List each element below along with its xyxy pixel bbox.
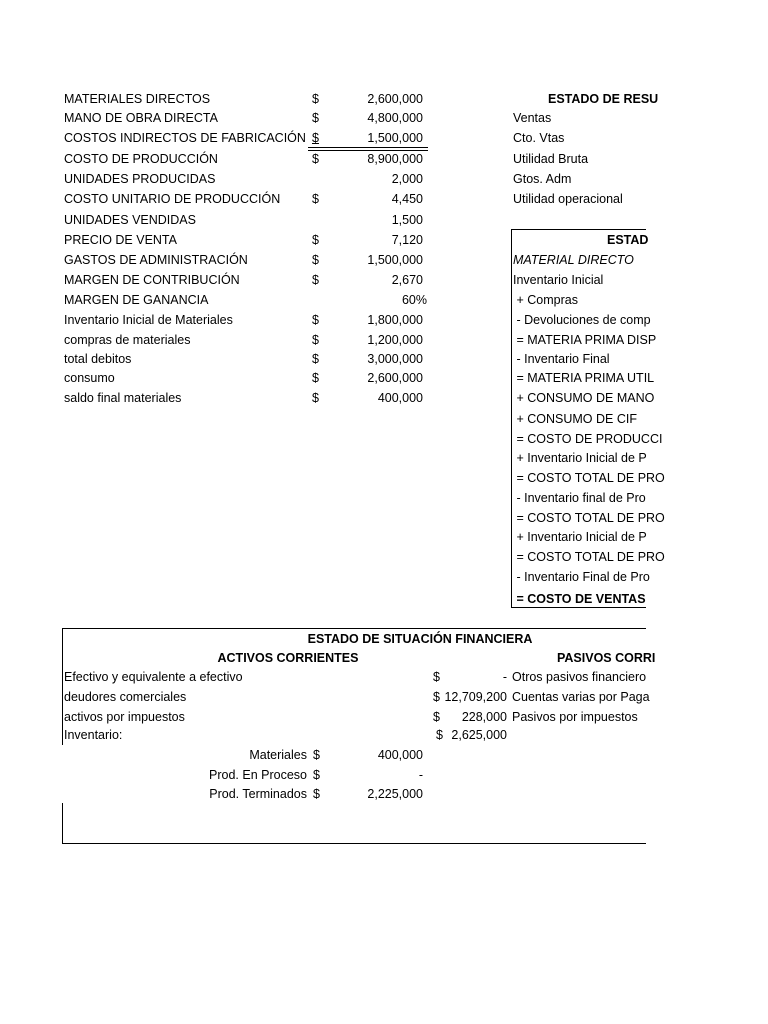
cost-statement-item: = MATERIA PRIMA UTIL xyxy=(513,371,655,385)
cost-statement-item: = COSTO DE PRODUCCI xyxy=(513,432,663,446)
inventory-label: Prod. Terminados xyxy=(209,787,307,801)
cost-statement-item: + Inventario Inicial de P xyxy=(513,530,647,544)
cost-statement-item: = MATERIA PRIMA DISP xyxy=(513,333,657,347)
income-item: Utilidad operacional xyxy=(513,192,623,206)
cost-label: Inventario Inicial de Materiales xyxy=(64,313,233,327)
asset-value: - xyxy=(502,670,507,684)
cost-value: 4,800,000 xyxy=(367,111,423,125)
cost-label: MARGEN DE GANANCIA xyxy=(64,293,209,307)
cost-label: compras de materiales xyxy=(64,333,191,347)
cost-label: MATERIALES DIRECTOS xyxy=(64,92,211,106)
cost-label: COSTO UNITARIO DE PRODUCCIÓN xyxy=(64,192,281,206)
cost-statement-item: - Devoluciones de comp xyxy=(513,313,651,327)
cost-statement-item: + CONSUMO DE MANO xyxy=(513,391,655,405)
currency-sign: $ xyxy=(312,371,319,385)
cost-value: 3,000,000 xyxy=(367,352,423,366)
cost-statement-item: + Compras xyxy=(513,293,578,307)
asset-label: activos por impuestos xyxy=(64,710,185,724)
cost-statement-subtitle: MATERIAL DIRECTO xyxy=(513,253,634,267)
cost-statement-item: = COSTO TOTAL DE PRO xyxy=(513,471,665,485)
cost-value: 4,450 xyxy=(391,192,423,206)
currency-sign: $ xyxy=(312,111,319,125)
currency-sign: $ xyxy=(312,352,319,366)
cost-statement-item: - Inventario Final xyxy=(513,352,610,366)
income-item: Gtos. Adm xyxy=(513,172,572,186)
cost-label: MARGEN DE CONTRIBUCIÓN xyxy=(64,273,240,287)
currency-sign: $ xyxy=(312,92,319,106)
currency-sign: $ xyxy=(433,690,440,704)
currency-sign: $ xyxy=(312,273,319,287)
liabilities-header: PASIVOS CORRI xyxy=(557,651,656,665)
currency-sign: $ xyxy=(312,192,319,206)
cost-statement-title: ESTAD xyxy=(607,233,649,247)
currency-sign: $ xyxy=(312,152,319,166)
box-border-top xyxy=(62,628,646,629)
currency-sign: $ xyxy=(312,333,319,347)
inventory-label: Materiales xyxy=(249,748,307,762)
cost-statement-item: - Inventario Final de Pro xyxy=(513,570,650,584)
total-rule xyxy=(308,147,428,148)
income-item: Cto. Vtas xyxy=(513,131,565,145)
cost-statement-item: + CONSUMO DE CIF xyxy=(513,412,637,426)
cost-label: PRECIO DE VENTA xyxy=(64,233,177,247)
cost-value: 2,600,000 xyxy=(367,92,423,106)
cost-value: 8,900,000 xyxy=(367,152,423,166)
cost-value: 7,120 xyxy=(391,233,423,247)
box-border-left xyxy=(62,628,63,745)
cost-value: 60% xyxy=(401,293,427,307)
income-statement-title: ESTADO DE RESU xyxy=(548,92,659,106)
cost-label: COSTOS INDIRECTOS DE FABRICACIÓN xyxy=(64,131,306,145)
cost-value: 1,500,000 xyxy=(367,131,423,145)
cost-value: 2,670 xyxy=(391,273,423,287)
liability-label: Cuentas varias por Paga xyxy=(512,690,650,704)
asset-value: 2,625,000 xyxy=(451,728,507,742)
currency-sign: $ xyxy=(436,728,443,742)
asset-value: 228,000 xyxy=(461,710,507,724)
currency-sign: $ xyxy=(313,748,320,762)
currency-sign: $ xyxy=(313,768,320,782)
cost-label: UNIDADES PRODUCIDAS xyxy=(64,172,216,186)
cost-statement-item: Inventario Inicial xyxy=(513,273,604,287)
asset-label: deudores comerciales xyxy=(64,690,187,704)
box-border-bottom xyxy=(511,607,646,608)
box-border-bottom xyxy=(62,843,646,844)
cost-value: 1,500,000 xyxy=(367,253,423,267)
cost-statement-item: + Inventario Inicial de P xyxy=(513,451,647,465)
inventory-value: 400,000 xyxy=(377,748,423,762)
cost-label: GASTOS DE ADMINISTRACIÓN xyxy=(64,253,248,267)
cost-statement-item: - Inventario final de Pro xyxy=(513,491,646,505)
cost-value: 2,600,000 xyxy=(367,371,423,385)
currency-sign: $ xyxy=(433,670,440,684)
income-item: Ventas xyxy=(513,111,552,125)
liability-label: Pasivos por impuestos xyxy=(512,710,638,724)
cost-label: total debitos xyxy=(64,352,132,366)
cost-label: UNIDADES VENDIDAS xyxy=(64,213,196,227)
box-border-left xyxy=(511,229,512,608)
income-item: Utilidad Bruta xyxy=(513,152,589,166)
cost-statement-item: = COSTO TOTAL DE PRO xyxy=(513,511,665,525)
currency-sign: $ xyxy=(313,787,320,801)
currency-sign: $ xyxy=(312,391,319,405)
cost-value: 1,800,000 xyxy=(367,313,423,327)
inventory-value: - xyxy=(418,768,423,782)
cost-label: MANO DE OBRA DIRECTA xyxy=(64,111,218,125)
inventory-value: 2,225,000 xyxy=(367,787,423,801)
liability-label: Otros pasivos financiero xyxy=(512,670,647,684)
box-border-left xyxy=(62,803,63,844)
cost-value: 1,200,000 xyxy=(367,333,423,347)
currency-sign: $ xyxy=(312,131,319,145)
asset-label: Efectivo y equivalente a efectivo xyxy=(64,670,243,684)
cost-value: 400,000 xyxy=(377,391,423,405)
currency-sign: $ xyxy=(312,253,319,267)
currency-sign: $ xyxy=(312,313,319,327)
cost-label: consumo xyxy=(64,371,115,385)
asset-value: 12,709,200 xyxy=(444,690,507,704)
cost-label: saldo final materiales xyxy=(64,391,182,405)
cost-statement-item: = COSTO TOTAL DE PRO xyxy=(513,550,665,564)
currency-sign: $ xyxy=(312,233,319,247)
cost-of-sales-total: = COSTO DE VENTAS xyxy=(513,592,646,606)
assets-header: ACTIVOS CORRIENTES xyxy=(217,651,359,665)
balance-title: ESTADO DE SITUACIÓN FINANCIERA xyxy=(307,632,533,646)
inventory-label: Prod. En Proceso xyxy=(209,768,307,782)
currency-sign: $ xyxy=(433,710,440,724)
box-border-top xyxy=(511,229,646,230)
asset-label: Inventario: xyxy=(64,728,123,742)
cost-value: 2,000 xyxy=(391,172,423,186)
cost-label: COSTO DE PRODUCCIÓN xyxy=(64,152,218,166)
cost-value: 1,500 xyxy=(391,213,423,227)
